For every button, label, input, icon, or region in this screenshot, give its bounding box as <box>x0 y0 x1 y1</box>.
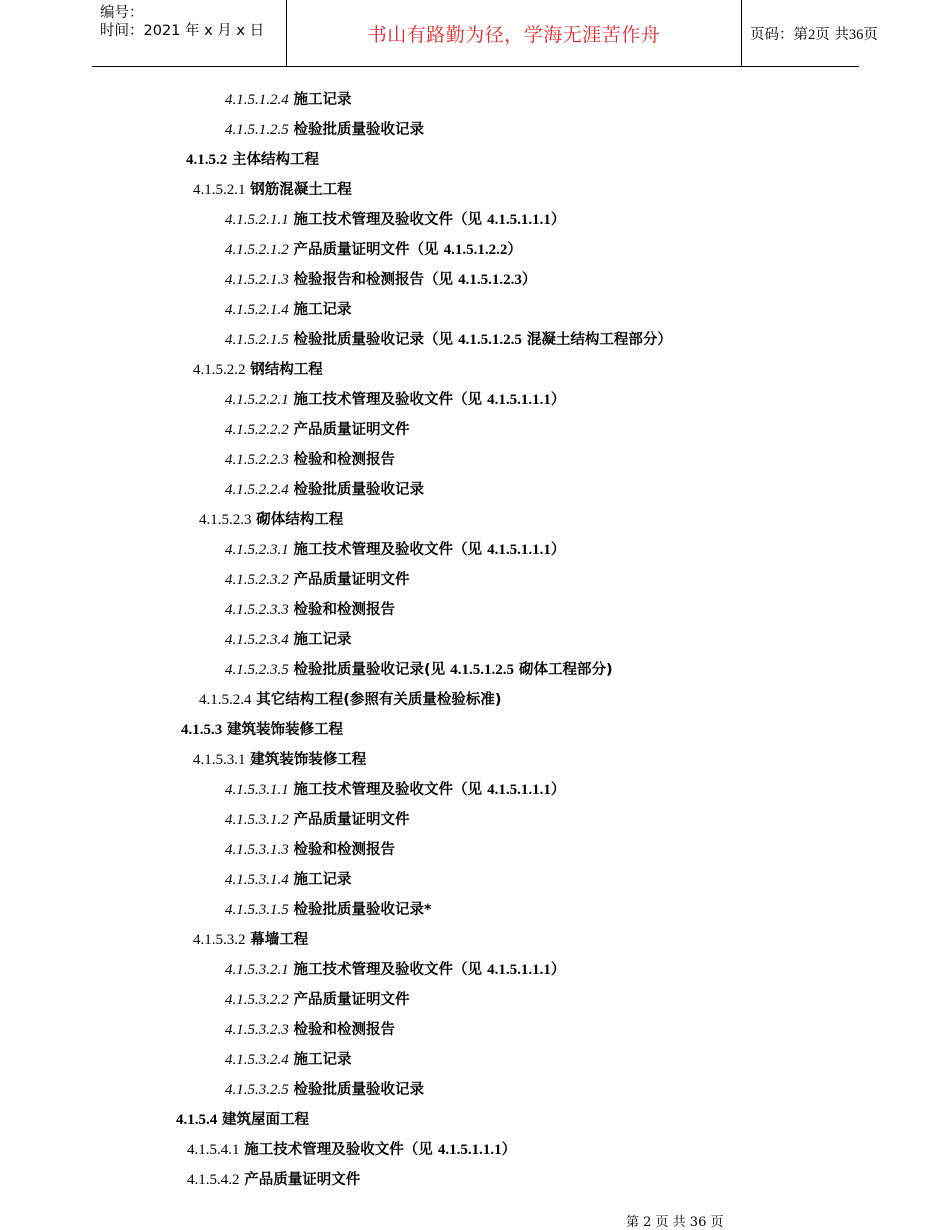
list-item: 4.1.5.2.2.3 检验和检测报告 <box>225 452 396 468</box>
page-mid: 页 共 <box>815 26 849 43</box>
list-item: 4.1.5.2.4 其它结构工程(参照有关质量检验标准) <box>199 692 502 708</box>
list-item: 4.1.5.3.2 幕墙工程 <box>193 932 309 948</box>
list-item: 4.1.5.2.1.5 检验批质量验收记录（见 4.1.5.1.2.5 混凝土结构工程部分） <box>225 332 672 348</box>
list-item: 4.1.5.2.1.3 检验报告和检测报告（见 4.1.5.1.2.3） <box>225 272 537 288</box>
header-page-info <box>742 0 878 66</box>
page-header <box>92 0 878 67</box>
list-item: 4.1.5.3.2.1 施工技术管理及验收文件（见 4.1.5.1.1.1） <box>225 962 566 978</box>
list-item: 4.1.5.3.2.5 检验批质量验收记录 <box>225 1082 425 1098</box>
list-item: 4.1.5.4.1 施工技术管理及验收文件（见 4.1.5.1.1.1） <box>187 1142 517 1158</box>
list-item: 4.1.5.2.2.4 检验批质量验收记录 <box>225 482 425 498</box>
page-current: 2 <box>808 26 816 43</box>
list-item: 4.1.5.2.3.1 施工技术管理及验收文件（见 4.1.5.1.1.1） <box>225 542 566 558</box>
list-item: 4.1.5.3.1.4 施工记录 <box>225 872 352 888</box>
list-item: 4.1.5.3.1.5 检验批质量验收记录* <box>225 902 432 918</box>
list-item: 4.1.5.3.1.2 产品质量证明文件 <box>225 812 410 828</box>
page-label: 页码：第 <box>750 26 808 43</box>
header-motto-cell <box>286 0 742 66</box>
list-item: 4.1.5.2.1.2 产品质量证明文件（见 4.1.5.1.2.2） <box>225 242 522 258</box>
page-end: 页 <box>863 26 878 43</box>
document-number-label: 编号： <box>100 5 144 21</box>
list-item: 4.1.5.2.3.2 产品质量证明文件 <box>225 572 410 588</box>
list-item: 4.1.5.3.1 建筑装饰装修工程 <box>193 752 367 768</box>
header-meta <box>92 0 286 66</box>
list-item: 4.1.5.4 建筑屋面工程 <box>176 1112 310 1128</box>
list-item: 4.1.5.2.1 钢筋混凝土工程 <box>193 182 352 198</box>
list-item: 4.1.5.3.2.4 施工记录 <box>225 1052 352 1068</box>
list-item: 4.1.5.2.3.3 检验和检测报告 <box>225 602 396 618</box>
list-item: 4.1.5.3 建筑装饰装修工程 <box>181 722 344 738</box>
list-item: 4.1.5.2.2.2 产品质量证明文件 <box>225 422 410 438</box>
list-item: 4.1.5.1.2.4 施工记录 <box>225 92 352 108</box>
page-total: 36 <box>848 26 864 43</box>
list-item: 4.1.5.3.1.3 检验和检测报告 <box>225 842 396 858</box>
list-item: 4.1.5.4.2 产品质量证明文件 <box>187 1172 361 1188</box>
list-item: 4.1.5.3.2.2 产品质量证明文件 <box>225 992 410 1008</box>
list-item: 4.1.5.2.1.1 施工技术管理及验收文件（见 4.1.5.1.1.1） <box>225 212 566 228</box>
list-item: 4.1.5.2.3.4 施工记录 <box>225 632 352 648</box>
list-item: 4.1.5.2.2 钢结构工程 <box>193 362 323 378</box>
list-item: 4.1.5.2.1.4 施工记录 <box>225 302 352 318</box>
list-item: 4.1.5.2.3 砌体结构工程 <box>199 512 344 528</box>
header-motto: 书山有路勤为径，学海无涯苦作舟 <box>367 23 661 46</box>
list-item: 4.1.5.3.2.3 检验和检测报告 <box>225 1022 396 1038</box>
list-item: 4.1.5.2.2.1 施工技术管理及验收文件（见 4.1.5.1.1.1） <box>225 392 566 408</box>
page-indicator <box>750 23 878 44</box>
document-date: 时间：2021 年 x 月 x 日 <box>100 23 265 39</box>
list-item: 4.1.5.1.2.5 检验批质量验收记录 <box>225 122 425 138</box>
list-item: 4.1.5.3.1.1 施工技术管理及验收文件（见 4.1.5.1.1.1） <box>225 782 566 798</box>
list-item: 4.1.5.2 主体结构工程 <box>186 152 320 168</box>
list-item: 4.1.5.2.3.5 检验批质量验收记录(见 4.1.5.1.2.5 砌体工程部分) <box>225 662 613 678</box>
page-footer: 第 2 页 共 36 页 <box>626 1215 724 1230</box>
